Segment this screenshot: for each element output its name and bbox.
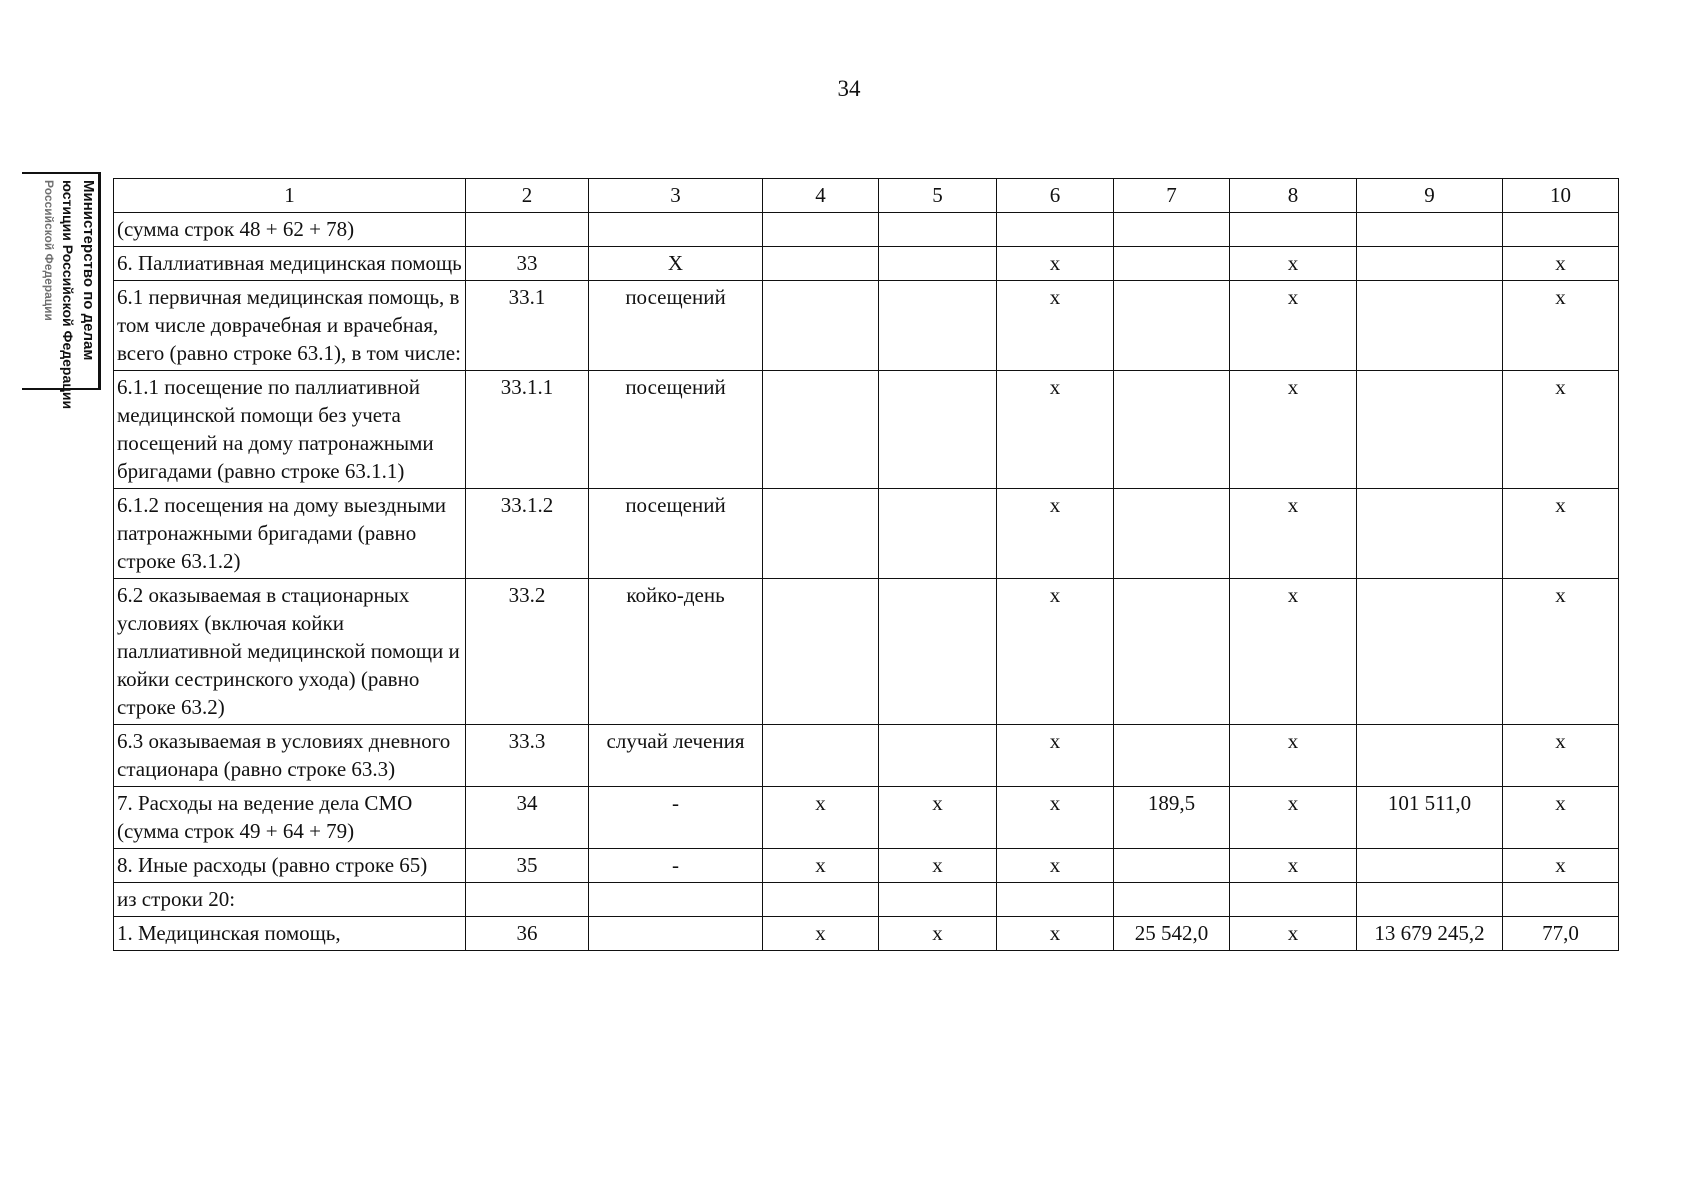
table-cell: койко-день [589, 579, 763, 725]
table-cell [1114, 579, 1230, 725]
table-cell: x [1230, 917, 1357, 951]
table-cell: x [1503, 247, 1619, 281]
table-cell: 25 542,0 [1114, 917, 1230, 951]
table-cell [1114, 849, 1230, 883]
table-cell [1114, 489, 1230, 579]
stamp-line: Министерство по делам [80, 180, 97, 361]
table-cell [1357, 213, 1503, 247]
table-row [114, 247, 1619, 281]
table-cell: - [589, 849, 763, 883]
table-cell: x [763, 849, 879, 883]
table-cell [763, 281, 879, 371]
table-row [114, 787, 1619, 849]
table-row [114, 281, 1619, 371]
row-label-cell: 6.2 оказываемая в стационарных условиях (включая койки паллиативной медицинской помощи и койки сестринского ухода) (равно строке 63.2) [114, 579, 466, 725]
table-row [114, 849, 1619, 883]
table-row [114, 489, 1619, 579]
table-cell: x [1503, 849, 1619, 883]
page-number: 34 [837, 76, 861, 101]
table-cell: x [997, 725, 1114, 787]
table-cell: 189,5 [1114, 787, 1230, 849]
table-cell: x [1503, 281, 1619, 371]
table-cell: - [589, 787, 763, 849]
table-cell: 33.1 [466, 281, 589, 371]
table-cell [1503, 883, 1619, 917]
table-cell [1114, 281, 1230, 371]
table-cell [763, 883, 879, 917]
table-cell [763, 579, 879, 725]
table-cell: посещений [589, 489, 763, 579]
row-label-cell: 1. Медицинская помощь, [114, 917, 466, 951]
table-cell: x [1230, 281, 1357, 371]
table-cell: x [997, 579, 1114, 725]
table-cell: посещений [589, 371, 763, 489]
table-cell: x [763, 787, 879, 849]
table-cell: 33.1.2 [466, 489, 589, 579]
table-cell: случай лечения [589, 725, 763, 787]
table-cell [763, 725, 879, 787]
table-cell [879, 489, 997, 579]
row-label-cell: (сумма строк 48 + 62 + 78) [114, 213, 466, 247]
table-row [114, 917, 1619, 951]
table-cell [879, 247, 997, 281]
table-cell: x [997, 247, 1114, 281]
table-cell [879, 725, 997, 787]
table-row [114, 579, 1619, 725]
table-cell: 33 [466, 247, 589, 281]
table-header-row [114, 179, 1619, 213]
table-cell [1114, 725, 1230, 787]
table-cell: x [1230, 849, 1357, 883]
table-cell: x [879, 917, 997, 951]
table-cell [1357, 883, 1503, 917]
table-cell: x [997, 849, 1114, 883]
table-cell: 33.1.1 [466, 371, 589, 489]
table-cell [1503, 213, 1619, 247]
table-cell [997, 213, 1114, 247]
table-cell: X [589, 247, 763, 281]
table-cell [466, 883, 589, 917]
table-cell [1230, 883, 1357, 917]
table-cell: 34 [466, 787, 589, 849]
table-cell [589, 883, 763, 917]
table-cell [1357, 579, 1503, 725]
table-cell [589, 917, 763, 951]
table-cell: x [879, 787, 997, 849]
row-label-cell: 8. Иные расходы (равно строке 65) [114, 849, 466, 883]
table-cell [879, 579, 997, 725]
table-cell: x [1503, 579, 1619, 725]
table-cell [589, 213, 763, 247]
table-cell: x [1503, 787, 1619, 849]
column-number-cell: 8 [1230, 179, 1357, 213]
table-cell: x [1230, 579, 1357, 725]
table-cell: 13 679 245,2 [1357, 917, 1503, 951]
row-label-cell: 6.1.2 посещения на дому выездными патронажными бригадами (равно строке 63.1.2) [114, 489, 466, 579]
table-cell: x [997, 489, 1114, 579]
row-label-cell: 6.1 первичная медицинская помощь, в том числе доврачебная и врачебная, всего (равно строке 63.1), в том числе: [114, 281, 466, 371]
column-number-cell: 1 [114, 179, 466, 213]
table-cell: 33.2 [466, 579, 589, 725]
table-cell [763, 213, 879, 247]
table-cell: x [1230, 247, 1357, 281]
table-cell [879, 213, 997, 247]
table-cell [1230, 213, 1357, 247]
table-cell: x [1230, 787, 1357, 849]
table-row [114, 883, 1619, 917]
row-label-cell: 6.1.1 посещение по паллиативной медицинской помощи без учета посещений на дому патронажными бригадами (равно строке 63.1.1) [114, 371, 466, 489]
table-cell: посещений [589, 281, 763, 371]
column-number-cell: 10 [1503, 179, 1619, 213]
column-number-cell: 4 [763, 179, 879, 213]
column-number-cell: 7 [1114, 179, 1230, 213]
table-cell: x [997, 917, 1114, 951]
table-cell [1114, 371, 1230, 489]
table-cell: x [879, 849, 997, 883]
table-cell: x [1503, 489, 1619, 579]
table-cell [1357, 281, 1503, 371]
table-cell [997, 883, 1114, 917]
table-cell [1357, 247, 1503, 281]
stamp-line: юстиции Российской Федерации [60, 180, 76, 410]
table-cell: 36 [466, 917, 589, 951]
table-cell [763, 489, 879, 579]
table-cell [1114, 883, 1230, 917]
table-cell: x [1230, 489, 1357, 579]
table-cell: 33.3 [466, 725, 589, 787]
table-cell [1357, 849, 1503, 883]
table-cell: x [1230, 725, 1357, 787]
table-cell: x [1230, 371, 1357, 489]
table-cell: 101 511,0 [1357, 787, 1503, 849]
table-cell [466, 213, 589, 247]
row-label-cell: из строки 20: [114, 883, 466, 917]
column-number-cell: 3 [589, 179, 763, 213]
table-cell [763, 371, 879, 489]
column-number-cell: 2 [466, 179, 589, 213]
table-cell [763, 247, 879, 281]
table-cell: x [763, 917, 879, 951]
table-cell: x [997, 787, 1114, 849]
table-cell [1357, 371, 1503, 489]
table-cell: x [1503, 371, 1619, 489]
row-label-cell: 7. Расходы на ведение дела СМО (сумма строк 49 + 64 + 79) [114, 787, 466, 849]
table-cell [1114, 213, 1230, 247]
table-row [114, 371, 1619, 489]
table-cell [879, 371, 997, 489]
table-cell [1357, 489, 1503, 579]
registration-stamp [22, 172, 100, 410]
table-cell: 35 [466, 849, 589, 883]
table-row [114, 213, 1619, 247]
data-table [113, 178, 1619, 951]
table-cell: x [997, 371, 1114, 489]
column-number-cell: 5 [879, 179, 997, 213]
column-number-cell: 6 [997, 179, 1114, 213]
row-label-cell: 6. Паллиативная медицинская помощь [114, 247, 466, 281]
stamp-line: Российской Федерации [42, 180, 56, 321]
row-label-cell: 6.3 оказываемая в условиях дневного стационара (равно строке 63.3) [114, 725, 466, 787]
table-cell: x [997, 281, 1114, 371]
table-cell: x [1503, 725, 1619, 787]
table-cell [1114, 247, 1230, 281]
column-number-cell: 9 [1357, 179, 1503, 213]
table-row [114, 725, 1619, 787]
table-cell [879, 883, 997, 917]
table-cell [879, 281, 997, 371]
table-cell [1357, 725, 1503, 787]
table-cell: 77,0 [1503, 917, 1619, 951]
